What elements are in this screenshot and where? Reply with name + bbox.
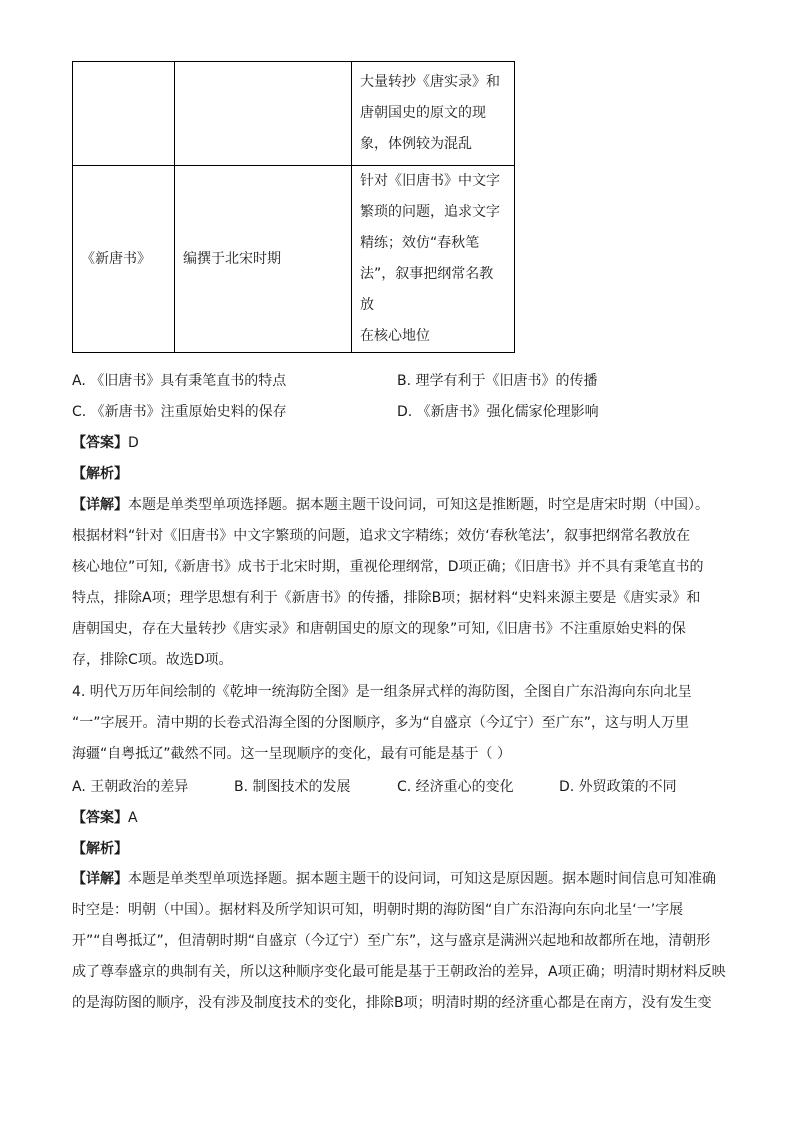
q4-option-c: C. 经济重心的变化: [397, 779, 514, 795]
q3-option-d: D. 《新唐书》强化儒家伦理影响: [397, 404, 599, 420]
stem-line: 4. 明代万历年间绘制的《乾坤一统海防全图》是一组条屏式样的海防图，全图自广东沿海向东向北呈: [72, 684, 692, 700]
detail-line: 唐朝国史，存在大量转抄《唐实录》和唐朝国史的原文的现象”可知,《旧唐书》不注重原始史料的保: [72, 621, 686, 637]
q3-option-b: B. 理学有利于《旧唐书》的传播: [397, 373, 598, 389]
detail-line: 成了尊奉盛京的典制有关，所以这种顺序变化最可能是基于王朝政治的差异，A项正确；明清时期材料反映: [72, 964, 726, 980]
cell-line: 在核心地位: [360, 328, 430, 344]
cell-features: [352, 62, 515, 166]
answer-value: A: [128, 810, 138, 826]
q4-analysis-tag: 【解析】: [72, 841, 128, 857]
cell-line: 针对《旧唐书》中文字: [360, 173, 500, 189]
q4-detail: [72, 864, 726, 1019]
cell-line: 象，体例较为混乱: [360, 136, 472, 152]
detail-line: 【详解】本题是单类型单项选择题。据本题主题干的设问词，可知这是原因题。据本题时间信息可知准确: [72, 871, 716, 887]
cell-book: 《新唐书》: [73, 166, 175, 353]
detail-line: 核心地位”可知,《新唐书》成书于北宋时期，重视伦理纲常，D项正确；《旧唐书》并不具有秉笔直书的: [72, 559, 704, 575]
cell-line: 精练；效仿“春秋笔: [360, 235, 480, 251]
stem-line: “一”字展开。清中期的长卷式沿海全图的分图顺序，多为“自盛京（今辽宁）至广东”，这与明人万里: [72, 715, 690, 731]
detail-line: 特点，排除A项；理学思想有利于《新唐书》的传播，排除B项；据材料“史料来源主要是《唐实录》和: [72, 590, 701, 606]
table-row: [73, 62, 515, 166]
cell-time: 编撰于北宋时期: [175, 166, 352, 353]
q4-answer: [72, 808, 138, 828]
detail-line: 时空是：明朝（中国）。据材料及所学知识可知，明朝时期的海防图“自广东沿海向东向北呈‘一’字展: [72, 902, 684, 918]
q4-stem: [72, 677, 722, 770]
q3-analysis-tag: 【解析】: [72, 466, 128, 482]
cell-book: [73, 62, 175, 166]
source-table: [72, 61, 515, 353]
q3-detail: [72, 490, 722, 676]
q3-option-a: A. 《旧唐书》具有秉笔直书的特点: [72, 373, 287, 389]
detail-line: 【详解】本题是单类型单项选择题。据本题主题干设问词，可知这是推断题，时空是唐宋时期（中国）。: [72, 497, 709, 513]
detail-line: 根据材料“针对《旧唐书》中文字繁琐的问题，追求文字精练；效仿‘春秋笔法’，叙事把纲常名教放在: [72, 528, 691, 544]
detail-line: 的是海防图的顺序，没有涉及制度技术的变化，排除B项；明清时期的经济重心都是在南方，没有发生变: [72, 995, 712, 1011]
cell-line: 繁琐的问题，追求文字: [360, 204, 500, 220]
cell-features: [352, 166, 515, 353]
detail-tag: 【详解】: [72, 497, 128, 513]
cell-time: [175, 62, 352, 166]
answer-tag: 【答案】: [72, 435, 128, 451]
detail-line: 开”“自粤抵辽”，但清朝时期“自盛京（今辽宁）至广东”，这与盛京是满洲兴起地和故都所在地，清朝形: [72, 933, 711, 949]
table-row: [73, 166, 515, 353]
answer-tag: 【答案】: [72, 810, 128, 826]
q3-answer: [72, 433, 139, 453]
cell-line: 唐朝国史的原文的现: [360, 105, 486, 121]
cell-line: 法”，叙事把纲常名教放: [360, 266, 494, 313]
q4-option-d: D. 外贸政策的不同: [559, 779, 677, 795]
cell-line: 大量转抄《唐实录》和: [360, 74, 500, 90]
detail-line: 存，排除C项。故选D项。: [72, 652, 233, 668]
q4-option-b: B. 制图技术的发展: [234, 779, 351, 795]
stem-line: 海疆“自粤抵辽”截然不同。这一呈现顺序的变化，最有可能是基于（ ）: [72, 746, 511, 762]
detail-tag: 【详解】: [72, 871, 128, 887]
q3-option-c: C. 《新唐书》注重原始史料的保存: [72, 404, 287, 420]
q4-option-a: A. 王朝政治的差异: [72, 779, 189, 795]
answer-value: D: [128, 435, 139, 451]
